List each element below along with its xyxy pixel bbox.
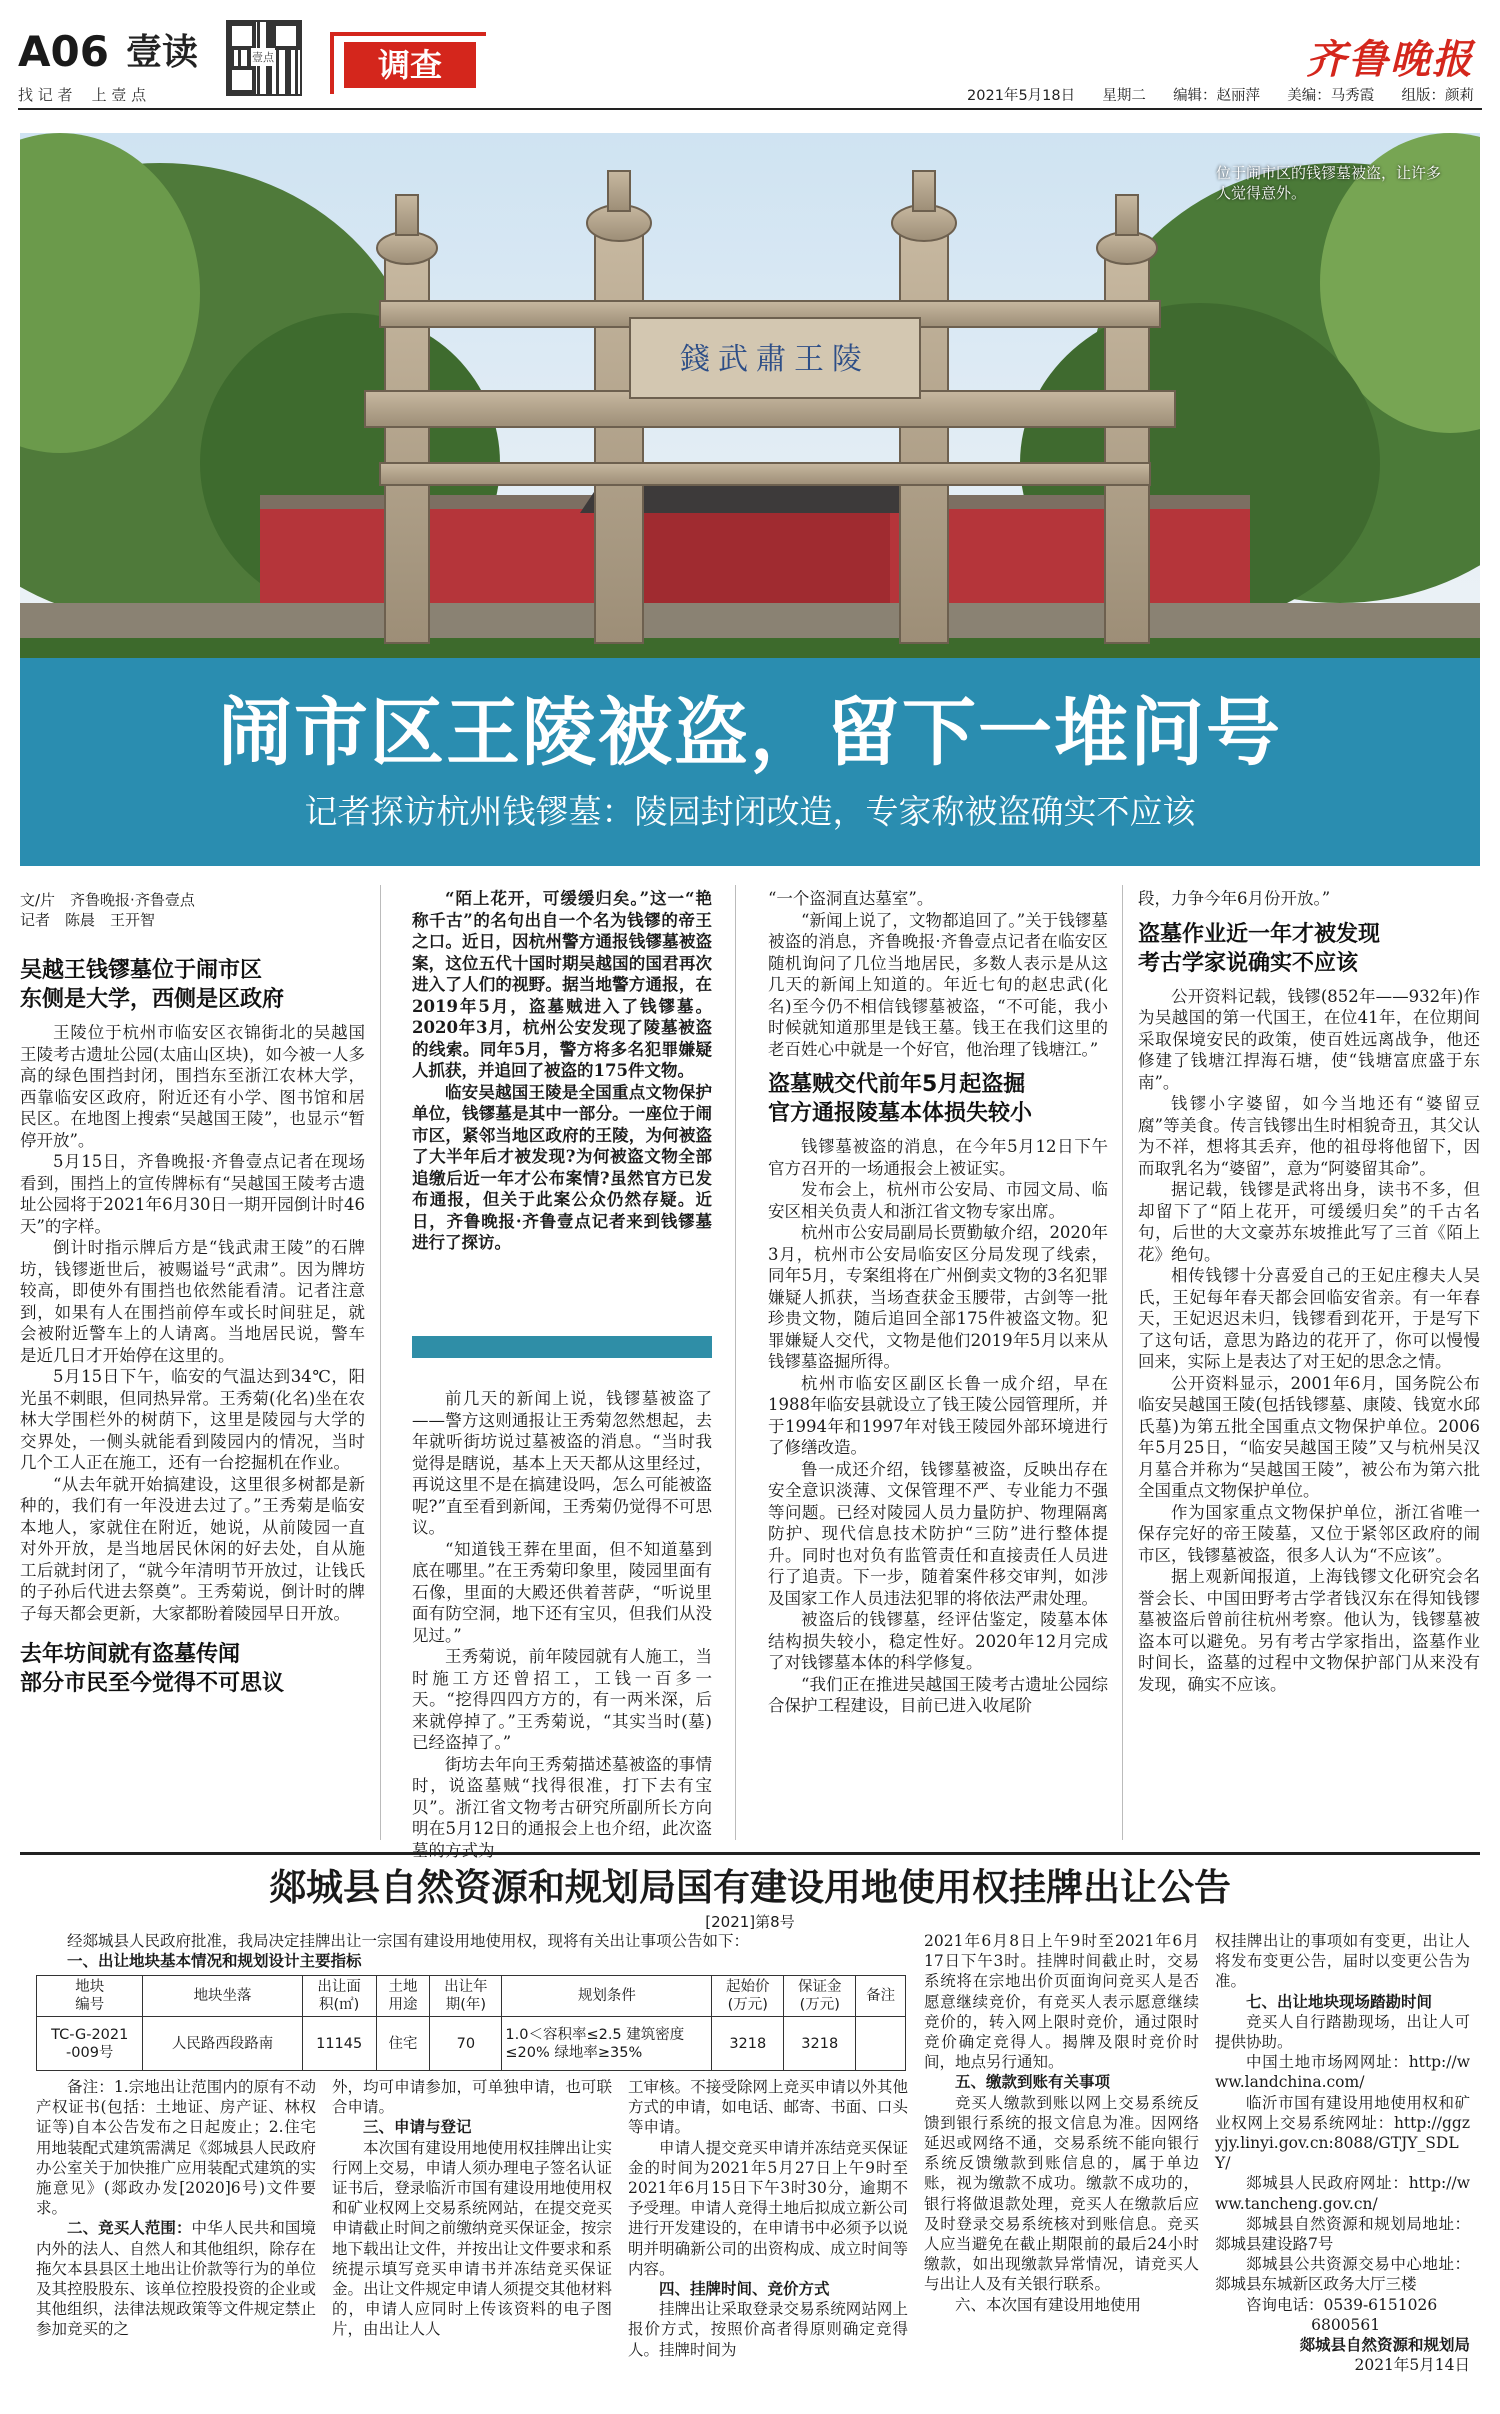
notice-paragraph bbox=[36, 2218, 316, 2339]
paragraph: 段，力争今年6月份开放。” bbox=[1138, 889, 1331, 908]
paragraph: 杭州市公安局副局长贾勤敏介绍，2020年3月，杭州市公安局临安区分局发现了线索，同年5月，专案组将在广州倒卖文物的3名犯罪嫌疑人抓获，当场查获金玉腰带，古剑等一批珍贵文物，随后追回全部175件被盗文物。犯罪嫌疑人交代，文物是他们2019年5月以来从钱镠墓盗掘所得。 bbox=[768, 1223, 1108, 1371]
table-cell: 人民路西段路南 bbox=[143, 2017, 302, 2071]
column-divider bbox=[735, 885, 736, 1840]
notice-text: 本次国有建设用地使用权挂牌出让实行网上交易，申请人须办理电子签名认证证书后，登录临沂市国有建设用地使用权和矿业权网上交易系统网站，在提交竞买申请截止时间之前缴纳竞买保证金，按宗地下载出让文件，并按出让文件要求和系统提示填写竞买申请书并冻结竞买保证金。出让文件规定申请人须提交其他材料的，申请人应同时上传该资料的电子图片，由出让人人 bbox=[332, 2138, 612, 2339]
proofreader: 组版：颜莉 bbox=[1401, 88, 1474, 104]
headline-sub: 记者探访杭州钱镠墓：陵园封闭改造，专家称被盗确实不应该 bbox=[304, 792, 1196, 831]
paragraph: 杭州市临安区副区长鲁一成介绍，早在1988年临安县就设立了钱王陵公园管理所，并于1994年和1997年对钱王陵园外部环境进行了修缮改造。 bbox=[768, 1373, 1108, 1457]
notice-column-4 bbox=[924, 1931, 1199, 2315]
paragraph: 相传钱镠十分喜爱自己的王妃庄穆夫人吴氏，王妃每年春天都会回临安省亲。有一年春天，王妃迟迟未归，钱镠看到花开，于是写下了这句话，意思为路边的花开了，你可以慢慢回来，实际上是表达了对王妃的思念之情。 bbox=[1138, 1266, 1480, 1371]
paragraph: 钱镠小字婆留，如今当地还有“婆留豆腐”等美食。传言钱镠出生时相貌奇丑，其父认为不祥，想将其丢弃，他的祖母将他留下，因而取乳名为“婆留”，意为“阿婆留其命”。 bbox=[1138, 1094, 1480, 1178]
paragraph: “知道钱王葬在里面，但不知道墓到底在哪里。”在王秀菊印象里，陵园里面有石像，里面的大殿还供着菩萨，“听说里面有防空洞，地下还有宝贝，但我们从没见过。” bbox=[412, 1539, 712, 1645]
notice-text: 六、本次国有建设用地使用 bbox=[955, 2295, 1142, 2314]
notice-text: 权挂牌出让的事项如有变更，出让人将发布变更公告，届时以变更公告为准。 bbox=[1215, 1932, 1470, 1991]
table-header: 备注 bbox=[856, 1976, 906, 2017]
paragraph: 5月15日下午，临安的气温达到34℃，阳光虽不刺眼，但同热异常。王秀菊(化名)坐在农林大学围栏外的树荫下，这里是陵园与大学的交界处，一侧头就能看到陵园内的情况，当时几个工人正在施工，还有一台挖掘机在作业。 bbox=[20, 1367, 365, 1472]
table-header: 出让面 积(㎡) bbox=[302, 1976, 376, 2017]
notice-text: 申请人提交竞买申请并冻结竞买保证金的时间为2021年5月27日上午9时至2021年6月15日下午3时30分，逾期不予受理。申请人竞得土地后拟成立新公司进行开发建设的，在申请书中必须予以说明并明确新公司的出资构成、成立时间等内容。 bbox=[628, 2138, 908, 2278]
notice-column-2 bbox=[332, 2077, 612, 2340]
notice-text: 2021年6月8日上午9时至2021年6月17日下午3时。挂牌时间截止时，交易系统将在宗地出价页面询问竞买人是否愿意继续竞价，有竞买人表示愿意继续竞价的，转入网上限时竞价，通过限时竞价确定竞得人。揭牌及限时竞价时间，地点另行通知。 bbox=[924, 1932, 1199, 2072]
headline-banner bbox=[20, 658, 1480, 866]
notice-column-5 bbox=[1215, 1931, 1470, 2375]
paragraph: 作为国家重点文物保护单位，浙江省唯一保存完好的帝王陵墓，又位于紧邻区政府的闹市区，钱镠墓被盗，很多人认为“不应该”。 bbox=[1138, 1502, 1480, 1565]
paper-logo: 齐鲁晚报 bbox=[1306, 36, 1474, 83]
table-header: 规划条件 bbox=[502, 1976, 712, 2017]
notice-link-county-gov[interactable]: 郯城县人民政府网址：http://www.tancheng.gov.cn/ bbox=[1215, 2174, 1470, 2213]
headline-main: 闹市区王陵被盗，留下一堆问号 bbox=[218, 690, 1282, 776]
paragraph: 前几天的新闻上说，钱镠墓被盗了——警方这则通报让王秀菊忽然想起，去年就听街坊说过墓被盗的消息。“当时我觉得是瞎说，基本上天天都从这里经过，再说这里不是在搞建设吗，怎么可能被盗呢?”直至看到新闻，王秀菊仍觉得不可思议。 bbox=[412, 1389, 712, 1537]
byline-photo: 文/片 齐鲁晚报·齐鲁壹点 bbox=[20, 891, 195, 909]
notice-title: 郯城县自然资源和规划局国有建设用地使用权挂牌出让公告 bbox=[269, 1866, 1231, 1909]
notice-text: 中华人民共和国境内外的法人、自然人和其他组织，除存在拖欠本县县区土地出让价款等行为的单位及其控股股东、该单位控股投资的企业或其他组织，法律法规政策等文件规定禁止参加竞买的之 bbox=[36, 2219, 316, 2339]
page-number: A06 bbox=[18, 27, 109, 76]
notice-section-1: 一、出让地块基本情况和规划设计主要指标 bbox=[67, 1952, 362, 1971]
paragraph: 倒计时指示牌后方是“钱武肃王陵”的石牌坊，钱镠逝世后，被赐谥号“武肃”。因为牌坊较高，即使外有围挡也依然能看清。记者注意到，如果有人在围挡前停车或长时间驻足，就会被附近警车上的人请离。当地居民说，警车是近几日才开始停在这里的。 bbox=[20, 1238, 365, 1365]
notice-issuer: 郯城县自然资源和规划局 bbox=[1299, 2336, 1470, 2355]
paragraph: 5月15日，齐鲁晚报·齐鲁壹点记者在现场看到，围挡上的宣传牌标有“吴越国王陵考古遗址公园将于2021年6月30日一期开园倒计时46天”的字样。 bbox=[20, 1152, 365, 1236]
mausoleum-archway-illustration bbox=[20, 133, 1480, 658]
table-header-row bbox=[37, 1976, 906, 2017]
table-header: 出让年 期(年) bbox=[430, 1976, 502, 2017]
notice-section-3: 三、申请与登记 bbox=[363, 2118, 472, 2137]
article-column-1 bbox=[20, 890, 365, 1706]
table-cell bbox=[856, 2017, 906, 2071]
table-header: 起始价 (万元) bbox=[712, 1976, 784, 2017]
column-divider bbox=[380, 885, 381, 1840]
land-auction-notice bbox=[20, 1852, 1480, 2410]
table-header: 土地 用途 bbox=[376, 1976, 430, 2017]
paragraph: 王秀菊说，前年陵园就有人施工，当时施工方还曾招工，工钱一百多一天。“挖得四四方方的，有一两米深，后来就停掉了。”王秀菊说，“其实当时(墓)已经盗掉了。” bbox=[412, 1647, 712, 1752]
notice-text: 竞买人自行踏勘现场，出让人可提供协助。 bbox=[1215, 2012, 1470, 2052]
table-cell: 住宅 bbox=[376, 2017, 430, 2071]
paragraph: 街坊去年向王秀菊描述墓被盗的事情时，说盗墓贼“找得很准，打下去有宝贝”。浙江省文物考古研究所副所长方向明在5月12日的通报会上也介绍，此次盗墓的方式为 bbox=[412, 1754, 712, 1860]
table-header: 地块坐落 bbox=[143, 1976, 302, 2017]
notice-text: 工审核。不接受除网上竞买申请以外其他方式的申请，如电话、邮寄、书面、口头等申请。 bbox=[628, 2078, 908, 2137]
paragraph: “从去年就开始搞建设，这里很多树都是新种的，我们有一年没进去过了。”王秀菊是临安本地人，家就住在附近，她说，从前陵园一直对外开放，是当地居民休闲的好去处，自从施工后就封闭了，“就今年清明节开放过，让钱氏的子孙后代进去祭奠”。王秀菊说，倒计时的牌子每天都会更新，大家都盼着陵园早日开放。 bbox=[20, 1474, 365, 1623]
lead-bottom-bar bbox=[412, 1336, 712, 1358]
masthead-tagline: 找 记 者 上 壹 点 bbox=[18, 86, 147, 104]
issue-date: 2021年5月18日 bbox=[967, 88, 1076, 104]
notice-column-1 bbox=[36, 2077, 316, 2340]
notice-link-trading-system[interactable]: 临沂市国有建设用地使用权和矿业权网上交易系统网址：http://ggzyjy.linyi.gov.cn:8088/GTJY_SDLY/ bbox=[1215, 2093, 1470, 2173]
subhead-1: 吴越王钱镠墓位于闹市区 东侧是大学，西侧是区政府 bbox=[20, 958, 285, 1012]
notice-link-landchina[interactable]: 中国土地市场网网址：http://www.landchina.com/ bbox=[1215, 2053, 1470, 2092]
notice-issue-date: 2021年5月14日 bbox=[1354, 2356, 1470, 2375]
notice-section-5: 五、缴款到账有关事项 bbox=[955, 2073, 1111, 2092]
notice-text: 外，均可申请参加，可单独申请，也可联合申请。 bbox=[332, 2078, 612, 2117]
qr-code[interactable] bbox=[226, 20, 302, 96]
notice-text: 挂牌出让采取登录交易系统网站网上报价方式，按照价高者得原则确定竞得人。挂牌时间为 bbox=[628, 2300, 908, 2359]
subhead-3: 盗墓贼交代前年5月起盗掘 官方通报陵墓本体损失较小 bbox=[768, 1072, 1033, 1126]
weekday: 星期二 bbox=[1102, 88, 1146, 104]
article-column-3 bbox=[768, 888, 1108, 1717]
notice-section-4: 四、挂牌时间、竞价方式 bbox=[659, 2280, 830, 2299]
notice-left-block bbox=[36, 1931, 906, 1971]
paragraph: “一个盗洞直达墓室”。 bbox=[768, 889, 934, 908]
notice-text: 竞买人缴款到账以网上交易系统反馈到银行系统的报文信息为准。因网络延迟或网络不通，交易系统不能向银行系统反馈缴款到账信息的，属于单边账，视为缴款不成功。缴款不成功的，银行将做退款处理，竞买人在缴款后应及时登录交易系统核对到账信息。竞买人应当避免在截止期限前的最后24小时缴款，如出现缴款异常情况，请竞买人与出让人及有关银行联系。 bbox=[924, 2093, 1199, 2294]
paragraph: 钱镠墓被盗的消息，在今年5月12日下午官方召开的一场通报会上被证实。 bbox=[768, 1137, 1108, 1178]
notice-remark: 备注：1.宗地出让范围内的原有不动产权证书(包括：土地证、房产证、林权证等)自本公告发布之日起废止；2.住宅用地装配式建筑需满足《郯城县人民政府办公室关于加快推广应用装配式建筑的实施意见》(郯政办发[2020]6号)文件要求。 bbox=[36, 2078, 316, 2218]
paragraph: 王陵位于杭州市临安区衣锦街北的吴越国王陵考古遗址公园(太庙山区块)，如今被一人多高的绿色围挡封闭，围挡东至浙江农林大学，西靠临安区政府，附近还有小学、图书馆和居民区。在地图上搜索“吴越国王陵”，也显示“暂停开放”。 bbox=[20, 1023, 365, 1150]
paragraph: 公开资料显示，2001年6月，国务院公布临安吴越国王陵(包括钱镠墓、康陵、钱宽水邱氏墓)为第五批全国重点文物保护单位。2006年5月25日，“临安吴越国王陵”又与杭州吴汉月墓合并称为“吴越国王陵”，被公布为第六批全国重点文物保护单位。 bbox=[1138, 1373, 1480, 1500]
qr-label: 壹点 bbox=[251, 48, 275, 66]
notice-phone-2: 6800561 bbox=[1311, 2315, 1381, 2334]
article-column-2-lower bbox=[412, 1388, 712, 1861]
notice-column-3 bbox=[628, 2077, 908, 2360]
photo-caption: 位于闹市区的钱镠墓被盗，让许多人觉得意外。 bbox=[1216, 164, 1442, 202]
table-header: 保证金 (万元) bbox=[784, 1976, 856, 2017]
land-parcel-table bbox=[36, 1975, 906, 2071]
table-row bbox=[37, 2017, 906, 2071]
column-tag bbox=[330, 32, 486, 94]
masthead-info bbox=[967, 84, 1474, 105]
notice-address-exchange: 郯城县公共资源交易中心地址：郯城县东城新区政务大厅三楼 bbox=[1215, 2255, 1470, 2294]
paragraph: 据记载，钱镠是武将出身，读书不多，但却留下了“陌上花开，可缓缓归矣”的千古名句，后世的大文豪苏东坡推此写了三首《陌上花》绝句。 bbox=[1138, 1180, 1480, 1264]
table-header: 地块 编号 bbox=[37, 1976, 143, 2017]
lead-photo bbox=[20, 133, 1480, 658]
notice-address-bureau: 郯城县自然资源和规划局地址：郯城县建设路7号 bbox=[1215, 2214, 1470, 2254]
notice-section-2: 二、竞买人范围： bbox=[67, 2219, 192, 2238]
notice-phone: 咨询电话：0539-6151026 bbox=[1246, 2295, 1438, 2314]
paragraph: 据上观新闻报道，上海钱镠文化研究会名誉会长、中国田野考古学者钱汉东在得知钱镠墓被盗后曾前往杭州考察。他认为，钱镠墓被盗本可以避免。另有考古学家指出，盗墓作业时间长，盗墓的过程中文物保护部门从来没有发现，确实不应该。 bbox=[1138, 1567, 1480, 1694]
paragraph: “我们正在推进吴越国王陵考古遗址公园综合保护工程建设，目前已进入收尾阶 bbox=[768, 1674, 1108, 1715]
article-column-2 bbox=[412, 888, 712, 1254]
paragraph: “新闻上说了，文物都追回了。”关于钱镠墓被盗的消息，齐鲁晚报·齐鲁壹点记者在临安区随机询问了几位当地居民，多数人表示是从这几天的新闻上知道的。年近七旬的赵忠武(化名)至今仍不相信钱镠墓被盗，“不可能，我小时候就知道那里是钱王墓。钱王在我们这里的老百姓心中就是一个好官，他治理了钱塘江。” bbox=[768, 910, 1108, 1059]
paragraph: 公开资料记载，钱镠(852年——932年)作为吴越国的第一代国王，在位41年，在位期间采取保境安民的政策，使百姓远离战争，他还修建了钱塘江捍海石塘，使“钱塘富庶盛于东南”。 bbox=[1138, 986, 1480, 1092]
lead-paragraph: 临安吴越国王陵是全国重点文物保护单位，钱镠墓是其中一部分。一座位于闹市区，紧邻当地区政府的王陵，为何被盗了大半年后才被发现?为何被盗文物全部追缴后近一年才公布案情?虽然官方已发布通报，但关于此案公众仍然存疑。近日，齐鲁晚报·齐鲁壹点记者来到钱镠墓进行了探访。 bbox=[412, 1082, 712, 1252]
paragraph: 被盗后的钱镠墓，经评估鉴定，陵墓本体结构损失较小，稳定性好。2020年12月完成了对钱镠墓本体的科学修复。 bbox=[768, 1610, 1108, 1672]
editor: 编辑：赵丽萍 bbox=[1173, 88, 1261, 104]
column-divider bbox=[1122, 885, 1123, 1840]
table-cell: TC-G-2021 -009号 bbox=[37, 2017, 143, 2071]
masthead-rule bbox=[18, 108, 1482, 110]
notice-number: [2021]第8号 bbox=[705, 1913, 795, 1931]
table-cell: 11145 bbox=[302, 2017, 376, 2071]
designer: 美编：马秀霞 bbox=[1287, 88, 1375, 104]
archway-plaque-text: 錢武肅王陵 bbox=[680, 342, 870, 377]
paragraph: 发布会上，杭州市公安局、市园文局、临安区相关负责人和浙江省文物专家出席。 bbox=[768, 1180, 1108, 1221]
table-cell: 3218 bbox=[784, 2017, 856, 2071]
table-cell: 1.0＜容积率≤2.5 建筑密度≤20% 绿地率≥35% bbox=[502, 2017, 712, 2071]
notice-section-7: 七、出让地块现场踏勘时间 bbox=[1246, 1992, 1433, 2011]
byline-reporters: 记者 陈晨 王开智 bbox=[20, 911, 156, 929]
subhead-2: 去年坊间就有盗墓传闻 部分市民至今觉得不可思议 bbox=[20, 1642, 285, 1696]
article-column-4 bbox=[1138, 888, 1480, 1695]
subhead-4: 盗墓作业近一年才被发现 考古学家说确实不应该 bbox=[1138, 921, 1381, 976]
paragraph: 鲁一成还介绍，钱镠墓被盗，反映出存在安全意识淡薄、文保管理不严、专业能力不强等问题。已经对陵园人员力量防护、物理隔离防护、现代信息技术防护“三防”进行整体提升。同时也对负有监管责任和直接责任人员进行了追责。下一步，随着案件移交审判，如涉及国家工作人员违法犯罪的将依法严肃处理。 bbox=[768, 1459, 1108, 1608]
table-cell: 3218 bbox=[712, 2017, 784, 2071]
section-name: 壹读 bbox=[126, 32, 199, 73]
column-tag-label: 调查 bbox=[344, 42, 476, 88]
table-cell: 70 bbox=[430, 2017, 502, 2071]
notice-intro: 经郯城县人民政府批准，我局决定挂牌出让一宗国有建设用地使用权，现将有关出让事项公告如下： bbox=[67, 1932, 750, 1950]
lead-paragraph: “陌上花开，可缓缓归矣。”这一“艳称千古”的名句出自一个名为钱镠的帝王之口。近日，因杭州警方通报钱镠墓被盗案，这位五代十国时期吴越国的国君再次进入了人们的视野。据当地警方通报，在2019年5月，盗墓贼进入了钱镠墓。2020年3月，杭州公安发现了陵墓被盗的线索。同年5月，警方将多名犯罪嫌疑人抓获，并追回了被盗的175件文物。 bbox=[412, 889, 712, 1080]
